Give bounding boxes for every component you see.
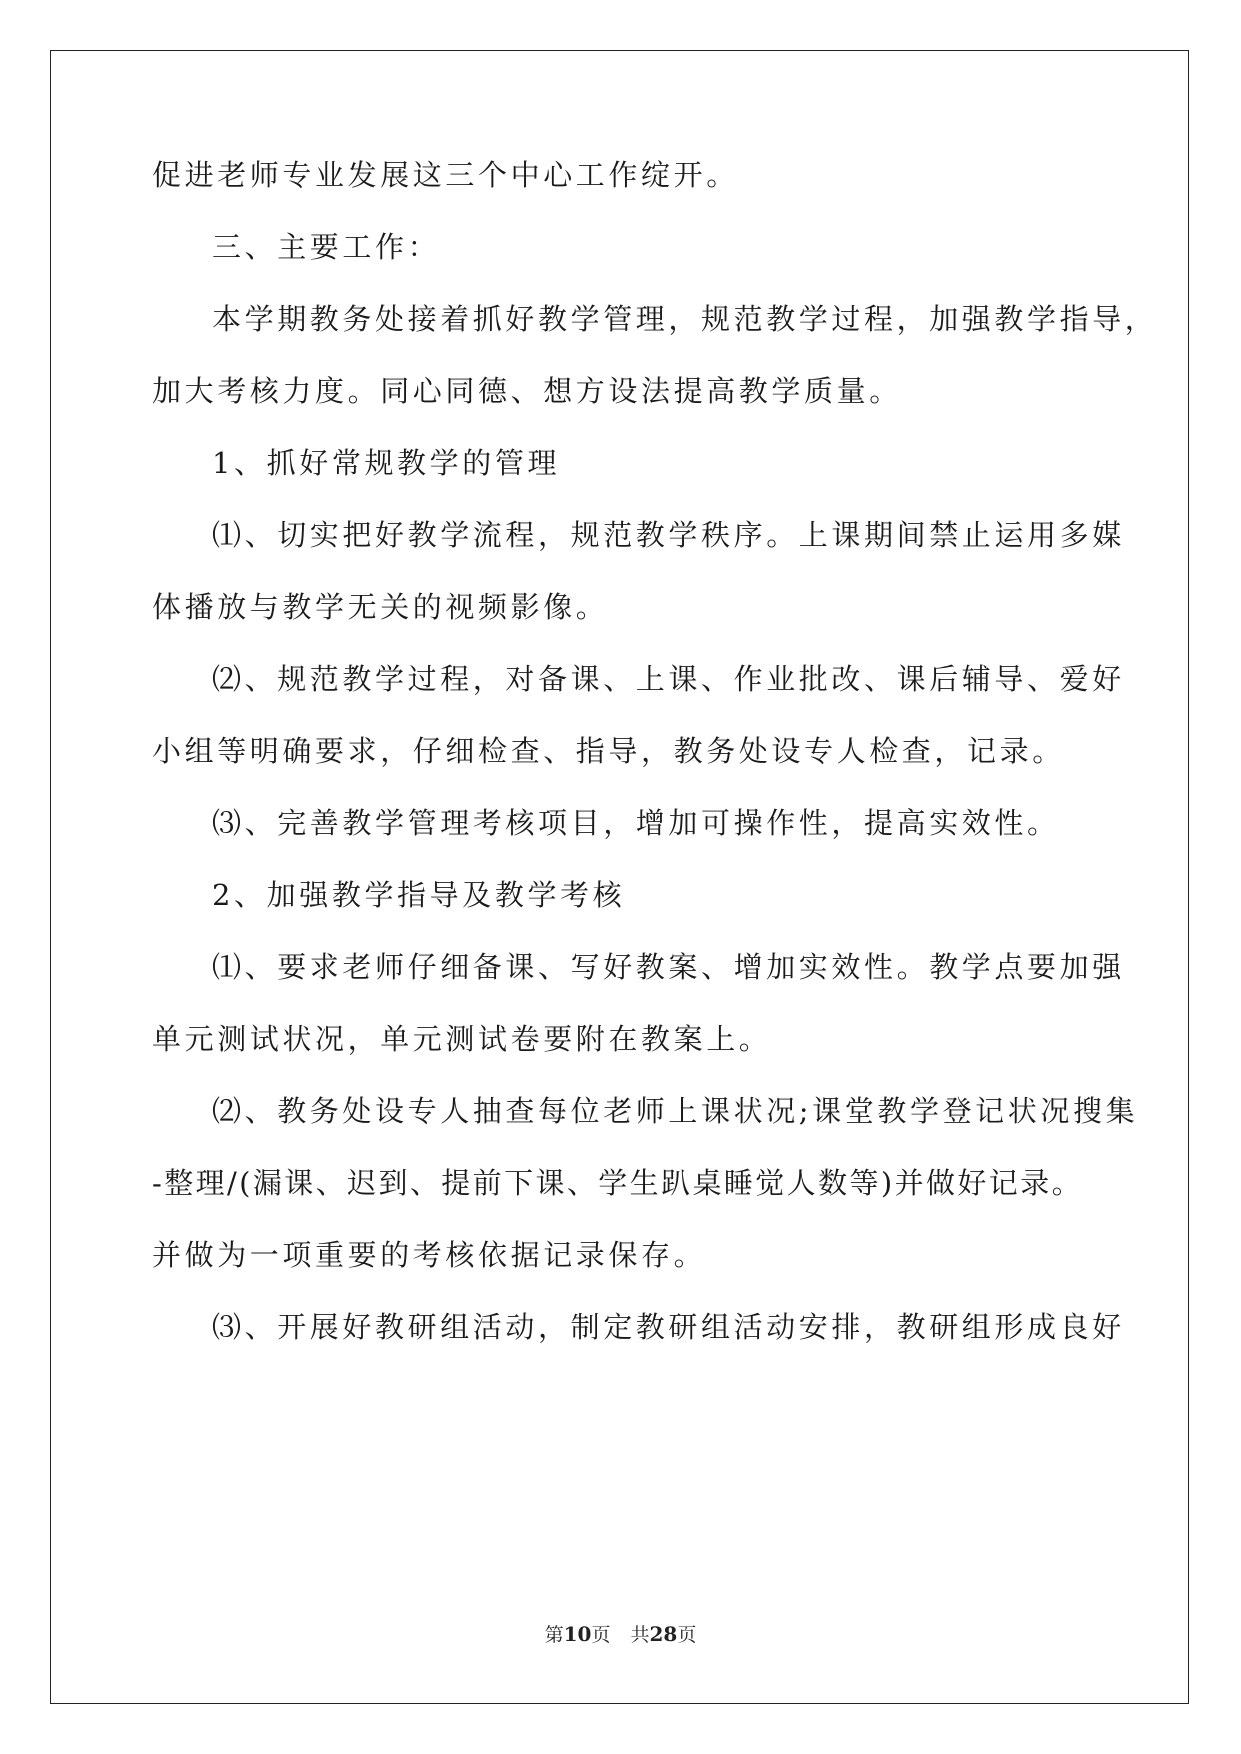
subsection-heading: 1、抓好常规教学的管理 bbox=[212, 446, 561, 480]
paragraph-line: ⑴、要求老师仔细备课、写好教案、增加实效性。教学点要加强 bbox=[212, 950, 1125, 984]
paragraph-line: ⑶、开展好教研组活动，制定教研组活动安排，教研组形成良好 bbox=[212, 1310, 1125, 1344]
page-footer bbox=[0, 1622, 1241, 1647]
paragraph-line: ⑴、切实把好教学流程，规范教学秩序。上课期间禁止运用多媒 bbox=[212, 518, 1125, 552]
paragraph-line: 体播放与教学无关的视频影像。 bbox=[152, 590, 609, 624]
footer-total-suffix: 页 bbox=[677, 1624, 697, 1646]
footer-prefix: 第 bbox=[544, 1624, 564, 1646]
paragraph-line: ⑵、规范教学过程，对备课、上课、作业批改、课后辅导、爱好 bbox=[212, 662, 1125, 696]
paragraph-line: 加大考核力度。同心同德、想方设法提高教学质量。 bbox=[152, 374, 902, 408]
section-heading: 三、主要工作： bbox=[212, 230, 441, 264]
paragraph-line: -整理/(漏课、迟到、提前下课、学生趴桌睡觉人数等)并做好记录。 bbox=[152, 1166, 1083, 1200]
current-page-number: 10 bbox=[563, 1622, 592, 1646]
paragraph-line: 单元测试状况，单元测试卷要附在教案上。 bbox=[152, 1022, 772, 1056]
paragraph-line: ⑵、教务处设专人抽查每位老师上课状况;课堂教学登记状况搜集 bbox=[212, 1094, 1139, 1128]
footer-total-prefix: 共 bbox=[630, 1624, 650, 1646]
paragraph-line: 并做为一项重要的考核依据记录保存。 bbox=[152, 1238, 707, 1272]
subsection-heading: 2、加强教学指导及教学考核 bbox=[212, 878, 626, 912]
paragraph-line: 促进老师专业发展这三个中心工作绽开。 bbox=[152, 158, 739, 192]
paragraph-line: 本学期教务处接着抓好教学管理，规范教学过程，加强教学指导， bbox=[212, 302, 1158, 336]
total-page-count: 28 bbox=[649, 1622, 678, 1646]
paragraph-line: ⑶、完善教学管理考核项目，增加可操作性，提高实效性。 bbox=[212, 806, 1060, 840]
paragraph-line: 小组等明确要求，仔细检查、指导，教务处设专人检查，记录。 bbox=[152, 734, 1065, 768]
footer-page-suffix: 页 bbox=[591, 1624, 611, 1646]
